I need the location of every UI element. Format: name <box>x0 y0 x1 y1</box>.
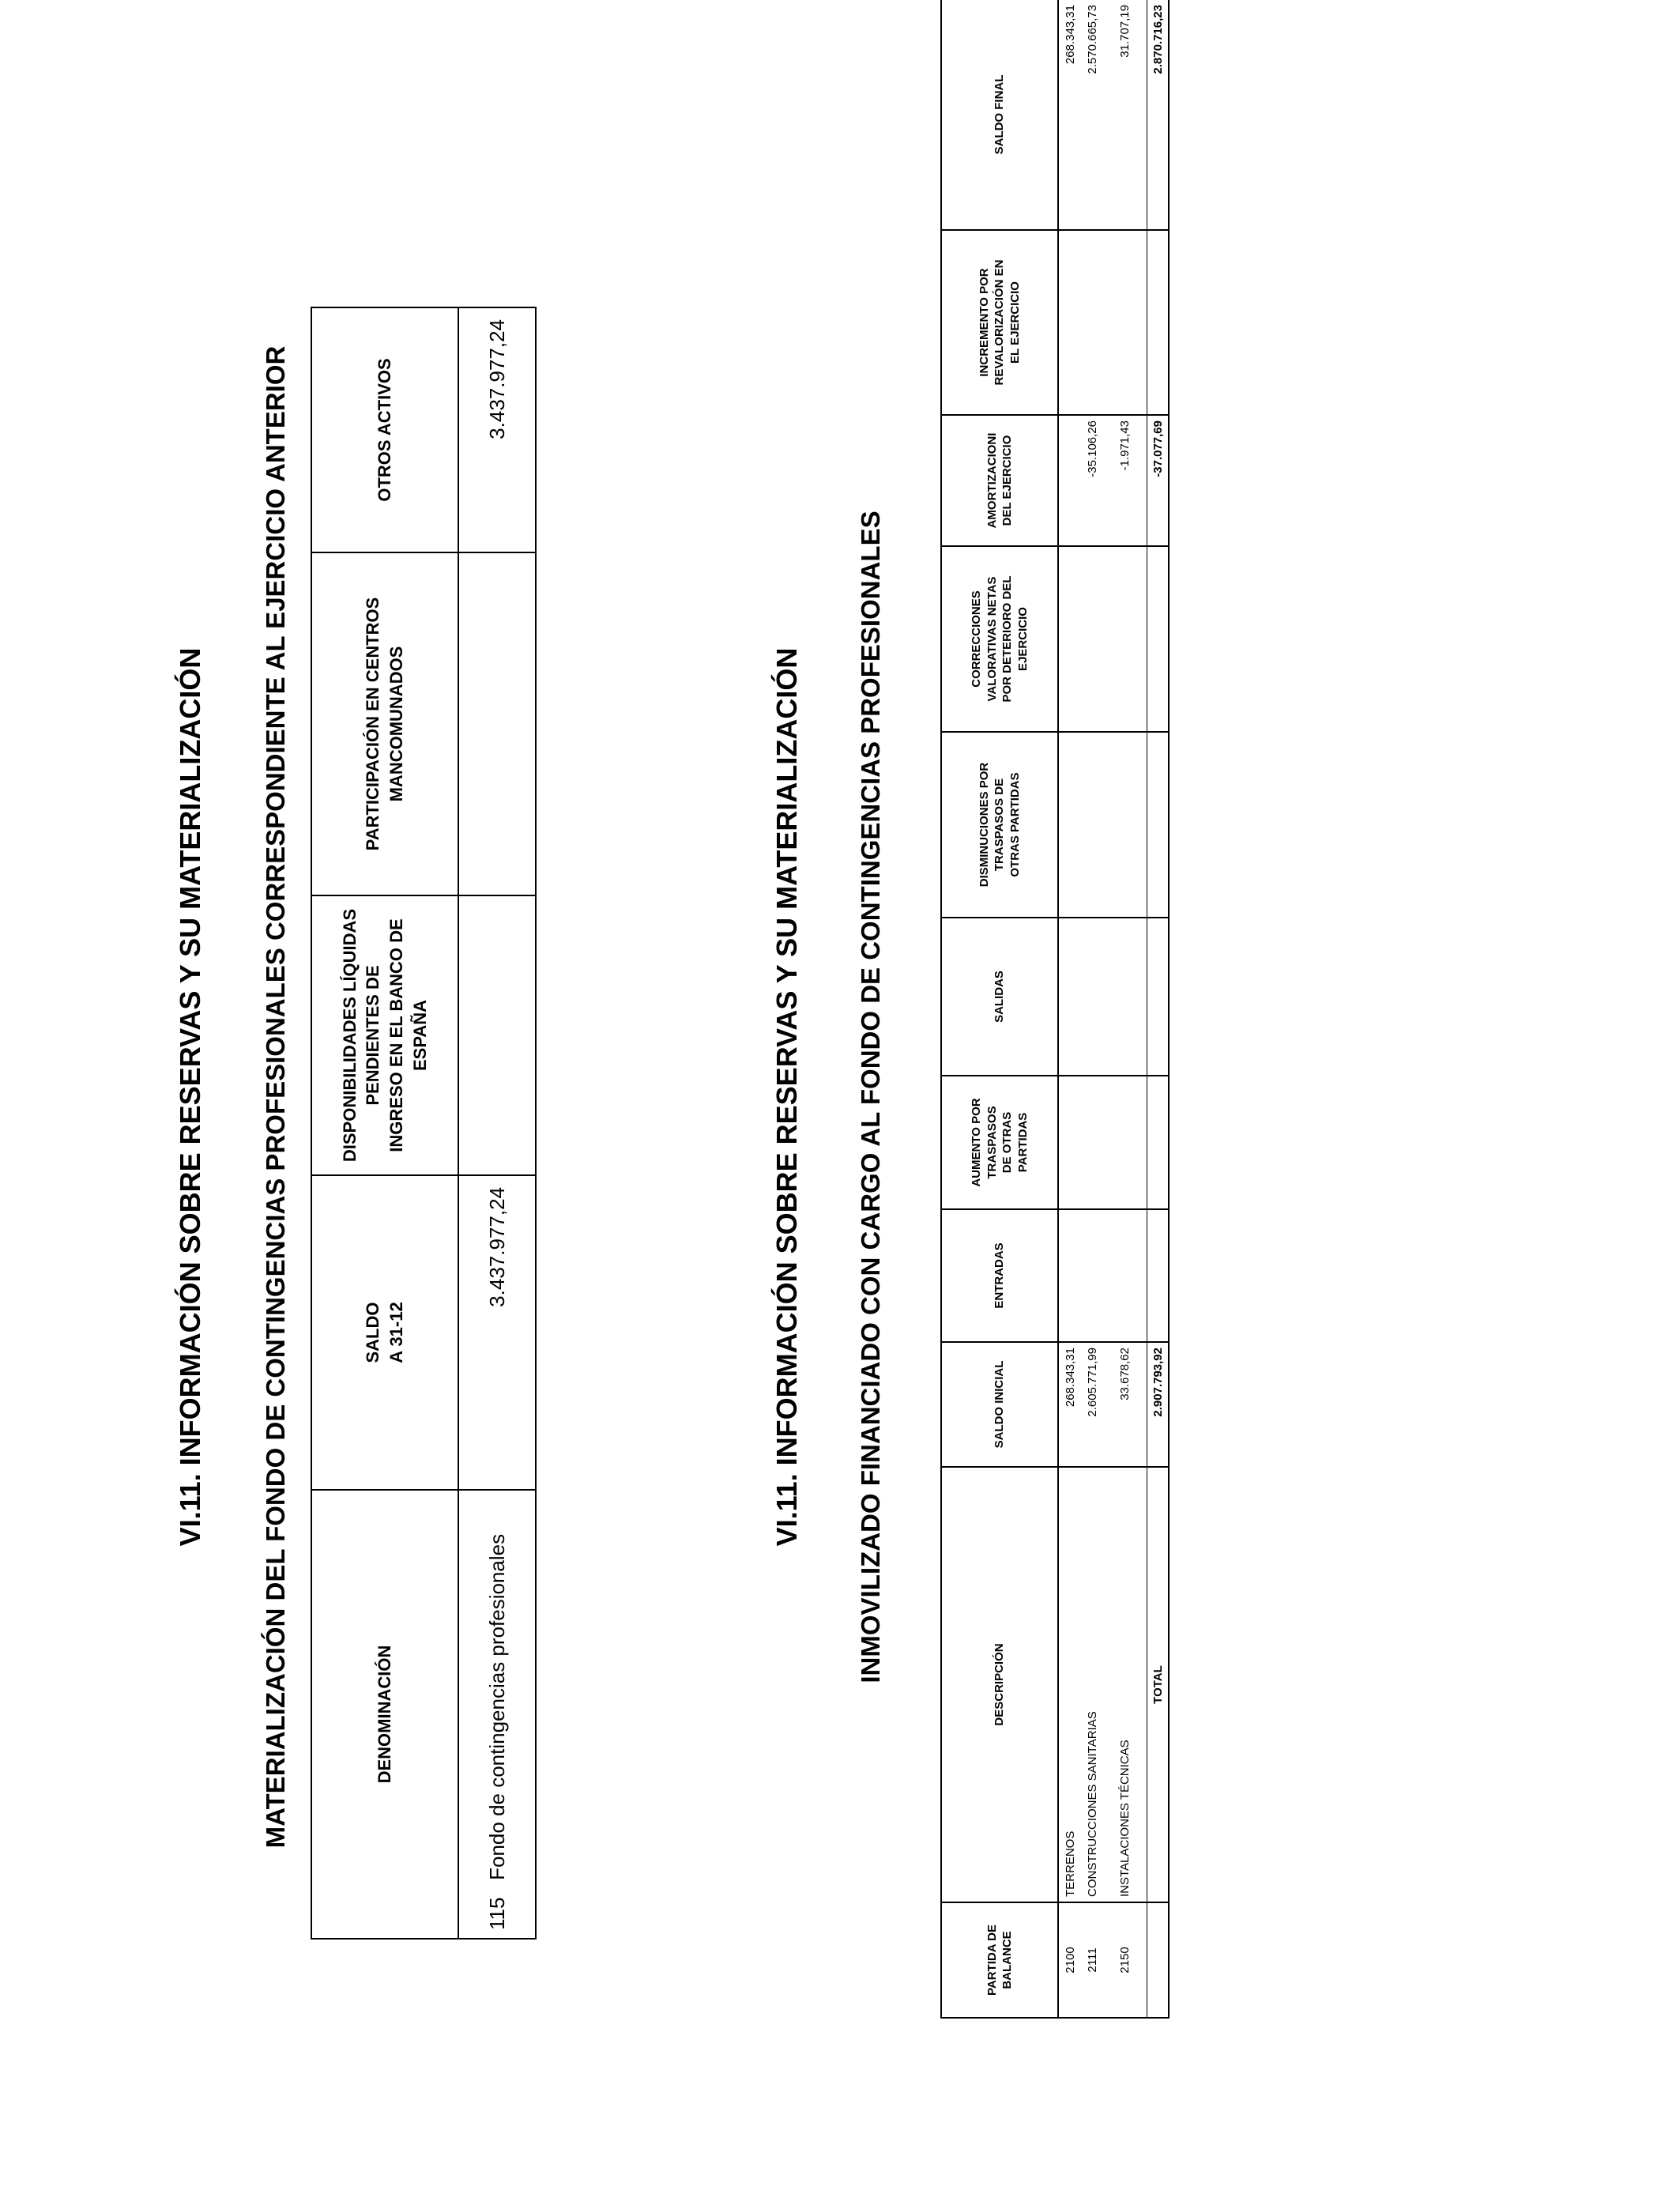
cell-descripcion: CONSTRUCCIONES SANITARIAS <box>1081 1467 1103 1902</box>
subtitle-1: MATERIALIZACIÓN DEL FONDO DE CONTINGENCIAS PROFESIONALES CORRESPONDIENTE AL EJERCICIO ANTERIOR <box>261 345 290 1849</box>
header-saldo: SALDO A 31-12 <box>311 1175 458 1490</box>
cell-salidas <box>1058 918 1081 1076</box>
total-saldo-final: 2.870.716,23 <box>1147 0 1170 230</box>
table-row <box>458 307 536 1939</box>
cell-salidas <box>1081 918 1103 1076</box>
cell-entradas <box>1103 1209 1147 1342</box>
cell-descripcion: TERRENOS <box>1058 1467 1081 1902</box>
cell-aumento <box>1058 1076 1081 1209</box>
cell-entradas <box>1058 1209 1081 1342</box>
cell-incremento <box>1103 230 1147 415</box>
total-aumento <box>1147 1076 1170 1209</box>
immobilized-assets-table <box>940 0 1170 2019</box>
total-incremento <box>1147 230 1170 415</box>
cell-saldo-final: 31.707,19 <box>1103 0 1147 230</box>
cell-saldo-final: 2.570.665,73 <box>1081 0 1103 230</box>
cell-correcciones <box>1103 546 1147 732</box>
header-saldo-inicial: SALDO INICIAL <box>941 1342 1058 1467</box>
section-title-1: VI.11. INFORMACIÓN SOBRE RESERVAS Y SU MATERIALIZACIÓN <box>174 647 206 1547</box>
total-label: TOTAL <box>1147 1467 1170 1902</box>
header-descripcion: DESCRIPCIÓN <box>941 1467 1058 1902</box>
table2-header-row <box>941 0 1058 2018</box>
table-row <box>1103 0 1147 2018</box>
cell-partida: 2111 <box>1081 1902 1103 2018</box>
cell-aumento <box>1081 1076 1103 1209</box>
header-disponibilidades: DISPONIBILIDADES LÍQUIDAS PENDIENTES DE INGRESO EN EL BANCO DE ESPAÑA <box>311 895 458 1175</box>
cell-amortizacion: -1.971,43 <box>1103 415 1147 546</box>
header-denominacion: DENOMINACIÓN <box>311 1490 458 1939</box>
cell-incremento <box>1081 230 1103 415</box>
row-disponibilidades <box>458 895 536 1175</box>
cell-partida: 2100 <box>1058 1902 1081 2018</box>
cell-correcciones <box>1081 546 1103 732</box>
cell-aumento <box>1103 1076 1147 1209</box>
header-participacion: PARTICIPACIÓN EN CENTROS MANCOMUNADOS <box>311 552 458 895</box>
header-entradas: ENTRADAS <box>941 1209 1058 1342</box>
cell-saldo-final: 268.343,31 <box>1058 0 1081 230</box>
header-amortizacion: AMORTIZACIONI DEL EJERCICIO <box>941 415 1058 546</box>
cell-descripcion: INSTALACIONES TÉCNICAS <box>1103 1467 1147 1902</box>
cell-partida: 2150 <box>1103 1902 1147 2018</box>
total-amortizacion: -37.077,69 <box>1147 415 1170 546</box>
cell-correcciones <box>1058 546 1081 732</box>
reserves-materialization-table <box>311 307 537 1940</box>
cell-disminuciones <box>1058 732 1081 918</box>
header-partida: PARTIDA DE BALANCE <box>941 1902 1058 2018</box>
cell-amortizacion <box>1058 415 1081 546</box>
subtitle-2: INMOVILIZADO FINANCIADO CON CARGO AL FONDO DE CONTINGENCIAS PROFESIONALES <box>856 511 885 1683</box>
header-aumento: AUMENTO POR TRASPASOS DE OTRAS PARTIDAS <box>941 1076 1058 1209</box>
total-salidas <box>1147 918 1170 1076</box>
row-participacion <box>458 552 536 895</box>
row-otros-activos: 3.437.977,24 <box>458 307 536 552</box>
cell-amortizacion: -35.106,26 <box>1081 415 1103 546</box>
cell-saldo-inicial: 2.605.771,99 <box>1081 1342 1103 1467</box>
total-partida <box>1147 1902 1170 2018</box>
header-salidas: SALIDAS <box>941 918 1058 1076</box>
header-incremento: INCREMENTO POR REVALORIZACIÓN EN EL EJERCICIO <box>941 230 1058 415</box>
header-otros-activos: OTROS ACTIVOS <box>311 307 458 552</box>
total-disminuciones <box>1147 732 1170 918</box>
cell-salidas <box>1103 918 1147 1076</box>
row-denominacion: 115 Fondo de contingencias profesionales <box>458 1490 536 1939</box>
cell-entradas <box>1081 1209 1103 1342</box>
table-row <box>1081 0 1103 2018</box>
header-disminuciones: DISMINUCIONES POR TRASPASOS DE OTRAS PARTIDAS <box>941 732 1058 918</box>
cell-saldo-inicial: 33.678,62 <box>1103 1342 1147 1467</box>
table1-header-row <box>311 307 458 1939</box>
header-correcciones: CORRECCIONES VALORATIVAS NETAS POR DETERIORO DEL EJERCICIO <box>941 546 1058 732</box>
total-entradas <box>1147 1209 1170 1342</box>
cell-disminuciones <box>1081 732 1103 918</box>
cell-disminuciones <box>1103 732 1147 918</box>
cell-saldo-inicial: 268.343,31 <box>1058 1342 1081 1467</box>
total-correcciones <box>1147 546 1170 732</box>
total-row <box>1147 0 1170 2018</box>
table-row <box>1058 0 1081 2018</box>
header-saldo-final: SALDO FINAL <box>941 0 1058 230</box>
section-title-2: VI.11. INFORMACIÓN SOBRE RESERVAS Y SU MATERIALIZACIÓN <box>770 647 803 1547</box>
cell-incremento <box>1058 230 1081 415</box>
row-saldo: 3.437.977,24 <box>458 1175 536 1490</box>
total-saldo-inicial: 2.907.793,92 <box>1147 1342 1170 1467</box>
